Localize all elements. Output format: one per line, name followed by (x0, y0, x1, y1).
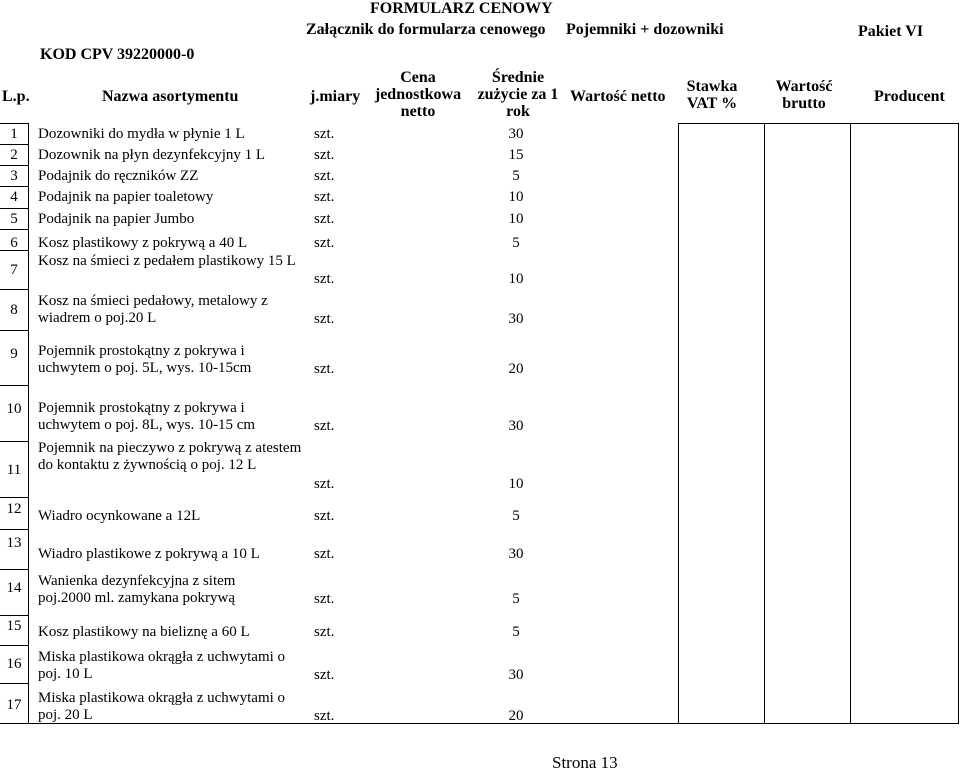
row-qty: 30 (508, 418, 524, 434)
row-name: Podajnik na papier Jumbo (38, 211, 195, 227)
row-lp: 6 (10, 235, 18, 251)
grid-line (0, 208, 29, 209)
grid-line (0, 330, 29, 331)
row-name: Wiadro ocynkowane a 12L (38, 508, 201, 524)
row-unit: szt. (314, 418, 335, 434)
grid-line (0, 123, 29, 124)
row-unit: szt. (314, 271, 335, 287)
row-name: Kosz plastikowy na bieliznę a 60 L (38, 624, 250, 640)
row-qty: 30 (508, 126, 524, 142)
row-qty: 10 (508, 189, 524, 205)
package-label: Pakiet VI (858, 23, 924, 40)
row-unit: szt. (314, 708, 335, 724)
row-lp: 2 (10, 147, 18, 163)
grid-line (958, 123, 959, 723)
row-qty: 30 (508, 311, 524, 327)
grid-line (0, 229, 29, 230)
col-name: Nazwa asortymentu (102, 88, 239, 105)
row-qty: 30 (508, 546, 524, 562)
row-qty: 20 (508, 361, 524, 377)
row-unit: szt. (314, 361, 335, 377)
row-name: Wiadro plastikowe z pokrywą a 10 L (38, 546, 260, 562)
row-lp: 4 (10, 189, 18, 205)
row-unit: szt. (314, 476, 335, 492)
row-name: Kosz na śmieci z pedałem plastikowy 15 L (38, 253, 296, 269)
col-gross-value: Wartość brutto (775, 78, 833, 112)
row-name: Pojemnik na pieczywo z pokrywą z atestem do kontaktu z żywnością o poj. 12 L (38, 440, 302, 473)
row-qty: 5 (512, 508, 520, 524)
col-lp: L.p. (2, 88, 30, 105)
grid-line (678, 123, 959, 124)
row-name: Dozowniki do mydła w płynie 1 L (38, 126, 245, 142)
row-unit: szt. (314, 168, 335, 184)
row-unit: szt. (314, 235, 335, 251)
row-name: Wanienka dezynfekcyjna z sitem poj.2000 ml. zamykana pokrywą (38, 573, 236, 606)
row-lp: 1 (10, 126, 18, 142)
row-name: Kosz na śmieci pedałowy, metalowy z wiadrem o poj.20 L (38, 293, 268, 326)
col-unit: j.miary (310, 88, 361, 105)
row-unit: szt. (314, 211, 335, 227)
col-net-value: Wartość netto (570, 88, 666, 105)
grid-line (0, 497, 29, 498)
row-name: Podajnik na papier toaletowy (38, 189, 214, 205)
row-lp: 12 (6, 501, 22, 517)
form-title: FORMULARZ CENOWY (370, 0, 553, 17)
col-vat: Stawka VAT % (686, 78, 738, 112)
row-lp: 7 (10, 262, 18, 278)
row-qty: 5 (512, 235, 520, 251)
row-unit: szt. (314, 546, 335, 562)
row-qty: 20 (508, 708, 524, 724)
row-lp: 15 (6, 618, 22, 634)
grid-line (0, 165, 29, 166)
grid-line (0, 186, 29, 187)
row-unit: szt. (314, 311, 335, 327)
row-lp: 14 (6, 580, 22, 596)
row-name: Miska plastikowa okrągła z uchwytami o poj. 20 L (38, 690, 286, 723)
row-lp: 5 (10, 211, 18, 227)
row-name: Pojemnik prostokątny z pokrywa i uchwytem o poj. 8L, wys. 10-15 cm (38, 400, 256, 433)
row-lp: 9 (10, 346, 18, 362)
row-name: Podajnik do ręczników ZZ (38, 168, 199, 184)
grid-line (850, 123, 851, 723)
grid-line (0, 289, 29, 290)
grid-line (678, 123, 679, 723)
row-name: Dozownik na płyn dezynfekcyjny 1 L (38, 147, 266, 163)
row-name: Miska plastikowa okrągła z uchwytami o poj. 10 L (38, 649, 286, 682)
row-unit: szt. (314, 126, 335, 142)
page-number: Strona 13 (552, 753, 618, 772)
row-qty: 10 (508, 211, 524, 227)
row-unit: szt. (314, 667, 335, 683)
grid-line (0, 569, 29, 570)
attachment-subject: Pojemniki + dozowniki (566, 21, 724, 38)
grid-line (0, 645, 29, 646)
grid-line (764, 123, 765, 723)
row-name: Kosz plastikowy z pokrywą a 40 L (38, 235, 248, 251)
grid-line (0, 683, 29, 684)
row-qty: 10 (508, 271, 524, 287)
grid-line (0, 144, 29, 145)
row-qty: 5 (512, 591, 520, 607)
row-qty: 5 (512, 168, 520, 184)
row-lp: 13 (6, 535, 22, 551)
grid-line (0, 441, 29, 442)
grid-line (0, 385, 29, 386)
row-lp: 8 (10, 302, 18, 318)
row-qty: 5 (512, 624, 520, 640)
row-unit: szt. (314, 189, 335, 205)
col-usage: Średnie zużycie za 1 rok (477, 69, 559, 120)
row-unit: szt. (314, 591, 335, 607)
grid-line (28, 123, 29, 723)
col-producer: Producent (874, 88, 945, 105)
row-lp: 11 (6, 462, 22, 478)
row-lp: 17 (6, 697, 22, 713)
row-qty: 10 (508, 476, 524, 492)
grid-line (0, 615, 29, 616)
row-qty: 30 (508, 667, 524, 683)
row-lp: 10 (6, 401, 22, 417)
col-unit-price: Cena jednostkowa netto (374, 69, 462, 120)
row-unit: szt. (314, 508, 335, 524)
attachment-prefix: Załącznik do formularza cenowego (306, 21, 546, 38)
row-unit: szt. (314, 147, 335, 163)
grid-line (0, 529, 29, 530)
row-name: Pojemnik prostokątny z pokrywa i uchwytem o poj. 5L, wys. 10-15cm (38, 343, 252, 376)
row-lp: 3 (10, 168, 18, 184)
row-lp: 16 (6, 656, 22, 672)
cpv-code: KOD CPV 39220000-0 (40, 46, 195, 63)
row-unit: szt. (314, 624, 335, 640)
row-qty: 15 (508, 147, 524, 163)
